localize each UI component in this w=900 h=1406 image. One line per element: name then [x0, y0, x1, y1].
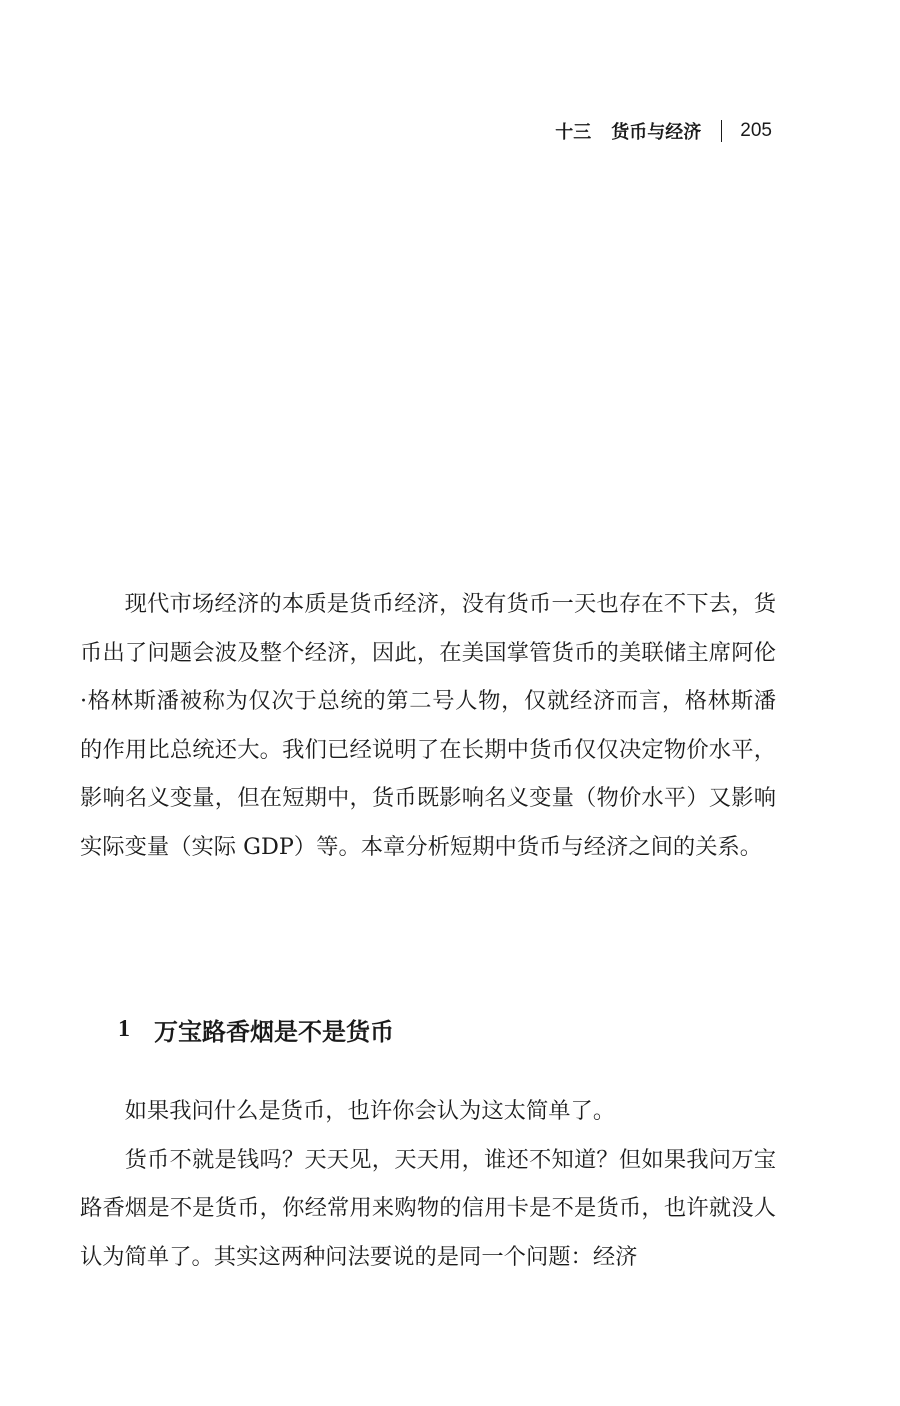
chapter-intro	[80, 580, 776, 872]
chapter-number: 十三	[555, 122, 592, 143]
section-heading	[118, 1012, 394, 1047]
section-body	[80, 1087, 776, 1281]
page-number: 205	[740, 120, 772, 141]
body-paragraph: 货币不就是钱吗？天天见，天天用，谁还不知道？但如果我问万宝路香烟是不是货币，你经常用来购物的信用卡是不是货币，也许就没人认为简单了。其实这两种问法要说的是同一个问题：经济	[80, 1146, 776, 1270]
section-title: 万宝路香烟是不是货币	[154, 1018, 394, 1046]
header-divider	[721, 120, 722, 142]
running-header	[555, 118, 772, 144]
chapter-title: 货币与经济	[611, 122, 702, 143]
section-number: 1	[118, 1016, 130, 1042]
body-paragraph: 如果我问什么是货币，也许你会认为这太简单了。	[124, 1098, 616, 1124]
intro-paragraph: 现代市场经济的本质是货币经济，没有货币一天也存在不下去，货币出了问题会波及整个经济，因此，在美国掌管货币的美联储主席阿伦·格林斯潘被称为仅次于总统的第二号人物，仅就经济而言，格林斯潘的作用比总统还大。我们已经说明了在长期中货币仅仅决定物价水平，影响名义变量，但在短期中，货币既影响名义变量（物价水平）又影响实际变量（实际 GDP）等。本章分析短期中货币与经济之间的关系。	[80, 591, 776, 860]
